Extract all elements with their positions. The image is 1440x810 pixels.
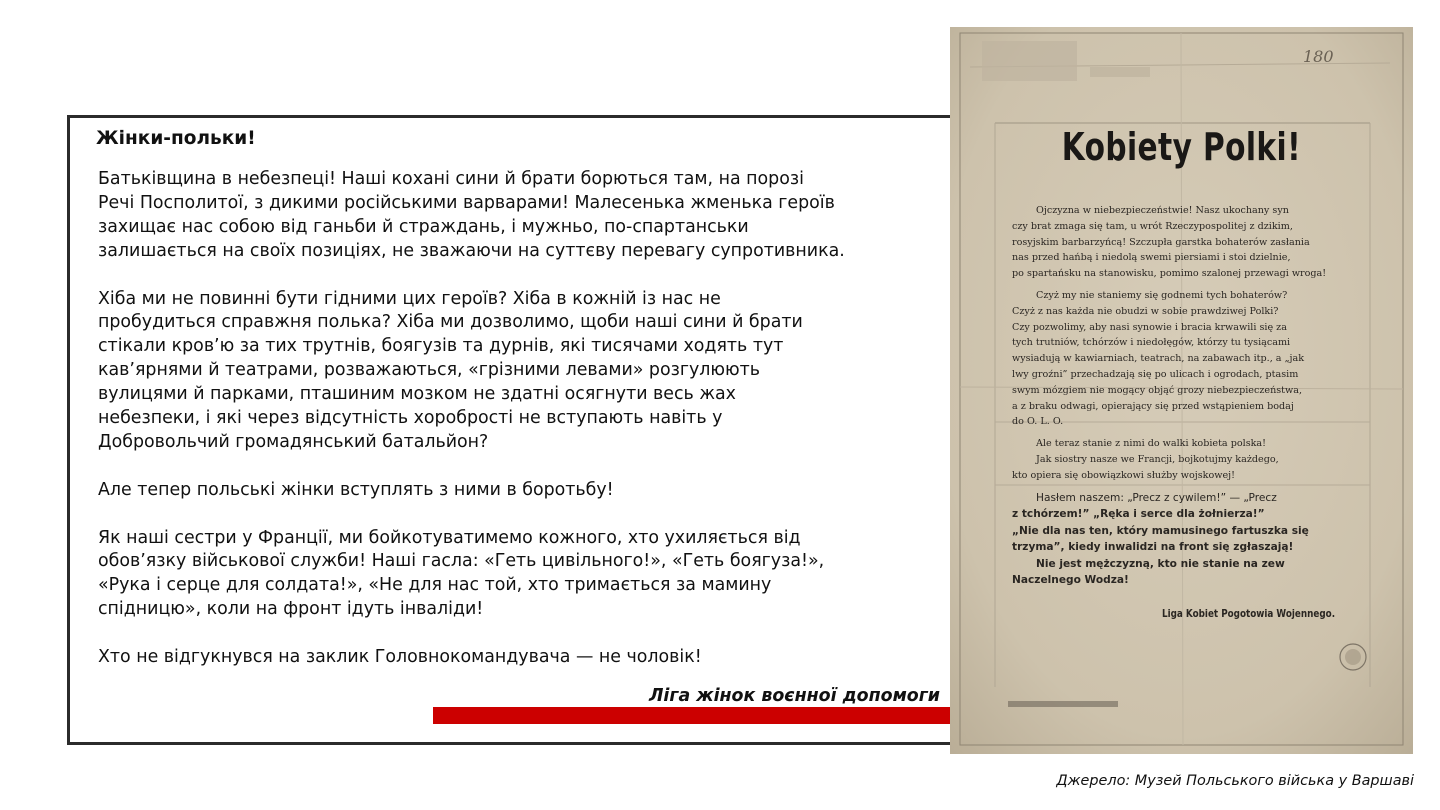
translation-paragraph-3 <box>98 479 898 503</box>
poster-line: trzyma”, kiedy inwalidzi na front się zgłaszają! <box>1012 541 1294 554</box>
poster-line: Hasłem naszem: „Precz z cywilem!” — „Precz <box>1036 491 1277 504</box>
poster-paragraph-3 <box>1012 436 1352 483</box>
translation-line: спідницю», коли на фронт ідуть інваліди! <box>98 599 484 620</box>
poster-line: tych trutniów, tchórzów i niedołęgów, którzy tu tysiącami <box>1012 337 1291 349</box>
translation-line: Але тепер польські жінки вступлять з ними в боротьбу! <box>98 479 614 500</box>
poster-line: „Nie dla nas ten, który mamusinego fartuszka się <box>1012 524 1309 537</box>
poster-line: Nie jest mężczyzną, kto nie stanie na zew <box>1036 557 1285 570</box>
translation-line: Хто не відгукнувся на заклик Головнокомандувача — не чоловік! <box>98 647 702 668</box>
translation-line: небезпеки, і які через відсутність хоробрості не вступають навіть у <box>98 408 723 429</box>
poster-line: czy brat zmaga się tam, u wrót Rzeczypospolitej z dzikim, <box>1012 220 1293 232</box>
poster-line: Jak siostry nasze we Francji, bojkotujmy każdego, <box>1036 453 1279 465</box>
translation-line: пробудиться справжня полька? Хіба ми дозволимо, щоби наші сини й брати <box>98 312 803 333</box>
poster-line: swym mózgiem nie mogący objąć grozy niebezpieczeństwa, <box>1012 384 1303 396</box>
translation-line: Добровольчий громадянський батальйон? <box>98 431 489 452</box>
accent-bar <box>433 707 951 724</box>
translation-paragraph-1 <box>98 168 898 264</box>
translation-line: Як наші сестри у Франції, ми бойкотуватимемо кожного, хто ухиляється від <box>98 527 801 548</box>
translation-line: обов’язку військової служби! Наші гасла: «Геть цивільного!», «Геть боягуза!», <box>98 551 825 572</box>
poster-line: z tchórzem!” „Ręka i serce dla żołnierza!” <box>1012 508 1265 521</box>
poster-title: Kobiety Polki! <box>1061 125 1301 169</box>
poster-line: do O. L. O. <box>1012 416 1064 428</box>
translation-line: Речі Посполитої, з дикими російськими варварами! Малесенька жменька героїв <box>98 192 835 213</box>
translation-paragraph-2 <box>98 288 898 455</box>
poster-line: rosyjskim barbarzyńcą! Szczupła garstka bohaterów zasłania <box>1012 236 1310 248</box>
translation-line: вулицями й парками, пташиним мозком не здатні осягнути весь жах <box>98 384 736 405</box>
translation-line: залишається на своїх позиціях, не зважаючи на суттєву перевагу супротивника. <box>98 240 845 261</box>
poster-line: Czyż my nie staniemy się godnemi tych bohaterów? <box>1036 289 1288 301</box>
poster-line: po spartańsku na stanowisku, pomimo szalonej przewagi wroga! <box>1012 268 1327 280</box>
translation-signature: Ліга жінок воєнної допомоги <box>648 686 940 706</box>
poster-paragraph-4 <box>1012 490 1352 589</box>
translation-line: «Рука і серце для солдата!», «Не для нас той, хто тримається за мамину <box>98 575 772 596</box>
poster-line: Naczelnego Wodza! <box>1012 574 1129 587</box>
poster-signature: Liga Kobiet Pogotowia Wojennego. <box>1162 607 1336 620</box>
poster-line: Czyż z nas każda nie obudzi w sobie prawdziwej Polki? <box>1012 305 1279 317</box>
poster-line: a z braku odwagi, opierający się przed wstąpieniem bodaj <box>1012 400 1294 412</box>
poster-paragraph-1 <box>1012 203 1352 282</box>
poster-line: Ojczyzna w niebezpieczeństwie! Nasz ukochany syn <box>1036 205 1289 216</box>
translation-line: захищає нас собою від ганьби й страждань, і мужньо, по-спартанськи <box>98 216 749 237</box>
poster-line: Ale teraz stanie z nimi do walki kobieta polska! <box>1036 438 1267 450</box>
poster-line: wysiadują w kawiarniach, teatrach, na zabawach itp., a „jak <box>1012 353 1305 365</box>
translation-line: Батьківщина в небезпеці! Наші кохані сини й брати борються там, на порозі <box>98 169 804 189</box>
poster-handwritten-number: 180 <box>1303 47 1334 66</box>
poster-line: kto opiera się obowiązkowi służby wojskowej! <box>1012 469 1235 481</box>
poster-line: Czy pozwolimy, aby nasi synowie i bracia krwawili się za <box>1012 321 1287 333</box>
poster-scan <box>950 27 1413 754</box>
translation-title: Жінки-польки! <box>96 128 256 149</box>
translation-line: кав’ярнями й театрами, розважаються, «грізними левами» розгулюють <box>98 360 761 381</box>
poster-paragraph-2 <box>1012 288 1352 430</box>
translation-body <box>98 168 898 694</box>
source-caption: Джерело: Музей Польського війська у Варшаві <box>1056 773 1414 789</box>
poster-text <box>1012 203 1352 595</box>
translation-line: Хіба ми не повинні бути гідними цих героїв? Хіба в кожній із нас не <box>98 288 721 309</box>
translation-paragraph-5 <box>98 646 898 670</box>
poster-line: nas przed hańbą i niedolą swemi piersiami i stoi dzielnie, <box>1012 252 1291 264</box>
translation-paragraph-4 <box>98 527 898 623</box>
poster-line: lwy groźni” przechadzają się po ulicach i ogrodach, ptasim <box>1012 368 1299 380</box>
translation-line: стікали кров’ю за тих трутнів, боягузів та дурнів, які тисячами ходять тут <box>98 336 784 357</box>
